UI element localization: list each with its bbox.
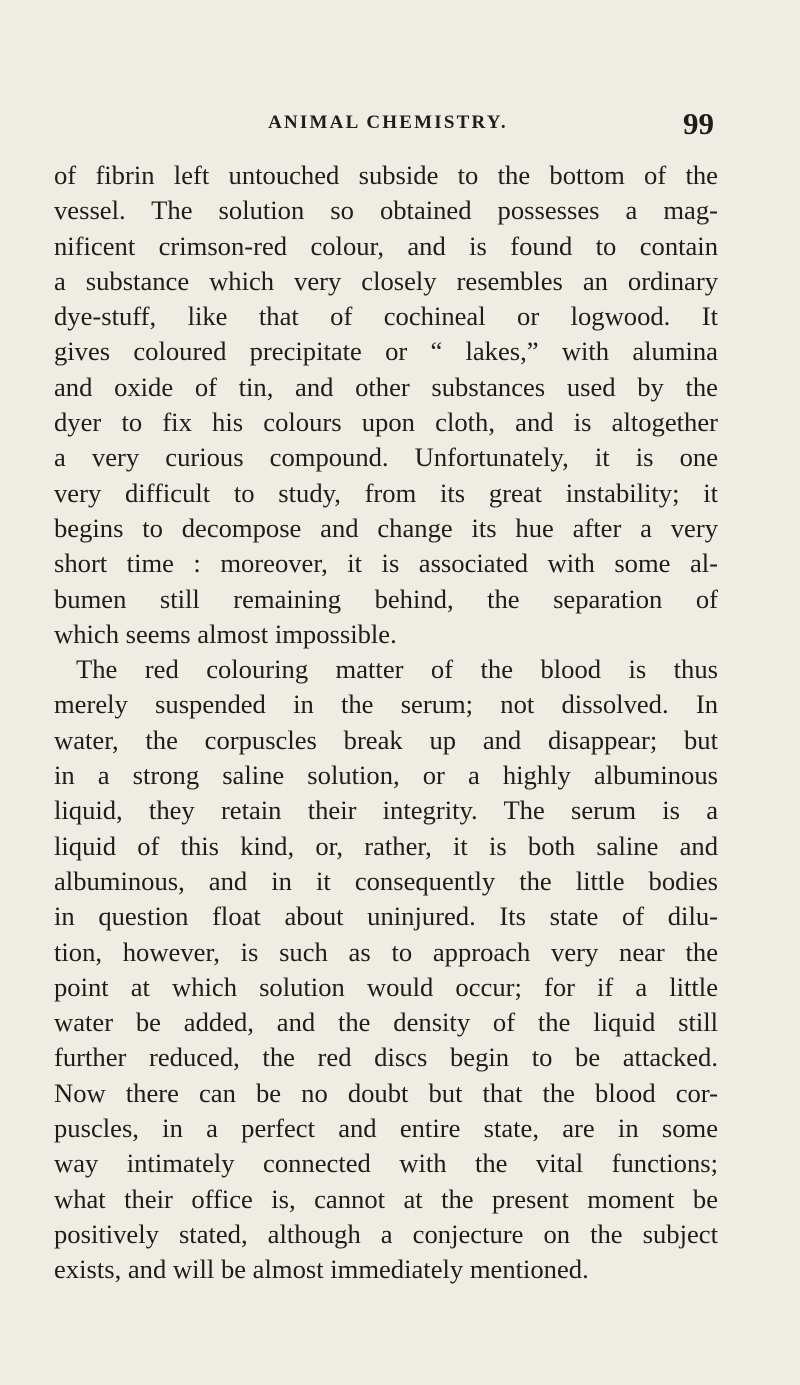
running-head — [56, 106, 720, 142]
text-line: dye-stuff, like that of cochineal or logwood. It — [54, 301, 718, 332]
text-line: dyer to fix his colours upon cloth, and is altogether — [54, 407, 718, 438]
text-line: a very curious compound. Unfortunately, it is one — [54, 442, 718, 473]
text-line: in a strong saline solution, or a highly albuminous — [54, 760, 718, 791]
text-line: a substance which very closely resembles an ordinary — [54, 265, 718, 296]
text-line: nificent crimson-red colour, and is found to contain — [54, 230, 718, 261]
text-line: what their office is, cannot at the present moment be — [54, 1183, 718, 1214]
body-text — [54, 158, 718, 1288]
text-line: water be added, and the density of the liquid still — [54, 1007, 718, 1038]
text-line: positively stated, although a conjecture on the subject — [54, 1218, 718, 1249]
text-line: exists, and will be almost immediately mentioned. — [54, 1254, 589, 1285]
text-line: bumen still remaining behind, the separation of — [54, 583, 718, 614]
text-line: very difficult to study, from its great instability; it — [54, 477, 718, 508]
text-line: puscles, in a perfect and entire state, are in some — [54, 1113, 718, 1144]
text-line: and oxide of tin, and other substances used by the — [54, 371, 718, 402]
text-line: in question float about uninjured. Its state of dilu- — [54, 901, 718, 932]
running-title: ANIMAL CHEMISTRY. — [268, 112, 508, 133]
text-line: gives coloured precipitate or “ lakes,” with alumina — [54, 336, 718, 367]
text-line: merely suspended in the serum; not dissolved. In — [54, 689, 718, 720]
text-line: Now there can be no doubt but that the blood cor- — [54, 1077, 718, 1108]
text-line: albuminous, and in it consequently the little bodies — [54, 865, 718, 896]
text-line: begins to decompose and change its hue after a very — [54, 512, 718, 543]
text-line: which seems almost impossible. — [54, 618, 397, 649]
text-line: The red colouring matter of the blood is thus — [76, 654, 718, 685]
page-number: 99 — [683, 106, 714, 141]
text-line: way intimately connected with the vital functions; — [54, 1148, 718, 1179]
text-line: point at which solution would occur; for if a little — [54, 971, 718, 1002]
text-line: water, the corpuscles break up and disappear; but — [54, 724, 718, 755]
text-line: further reduced, the red discs begin to be attacked. — [54, 1042, 718, 1073]
text-line: liquid of this kind, or, rather, it is both saline and — [54, 830, 718, 861]
text-line: liquid, they retain their integrity. The serum is a — [54, 795, 718, 826]
text-line: short time : moreover, it is associated with some al- — [54, 548, 718, 579]
text-line: of fibrin left untouched subside to the bottom of the — [54, 160, 718, 190]
text-line: tion, however, is such as to approach very near the — [54, 936, 718, 967]
text-line: vessel. The solution so obtained possesses a mag- — [54, 195, 718, 226]
